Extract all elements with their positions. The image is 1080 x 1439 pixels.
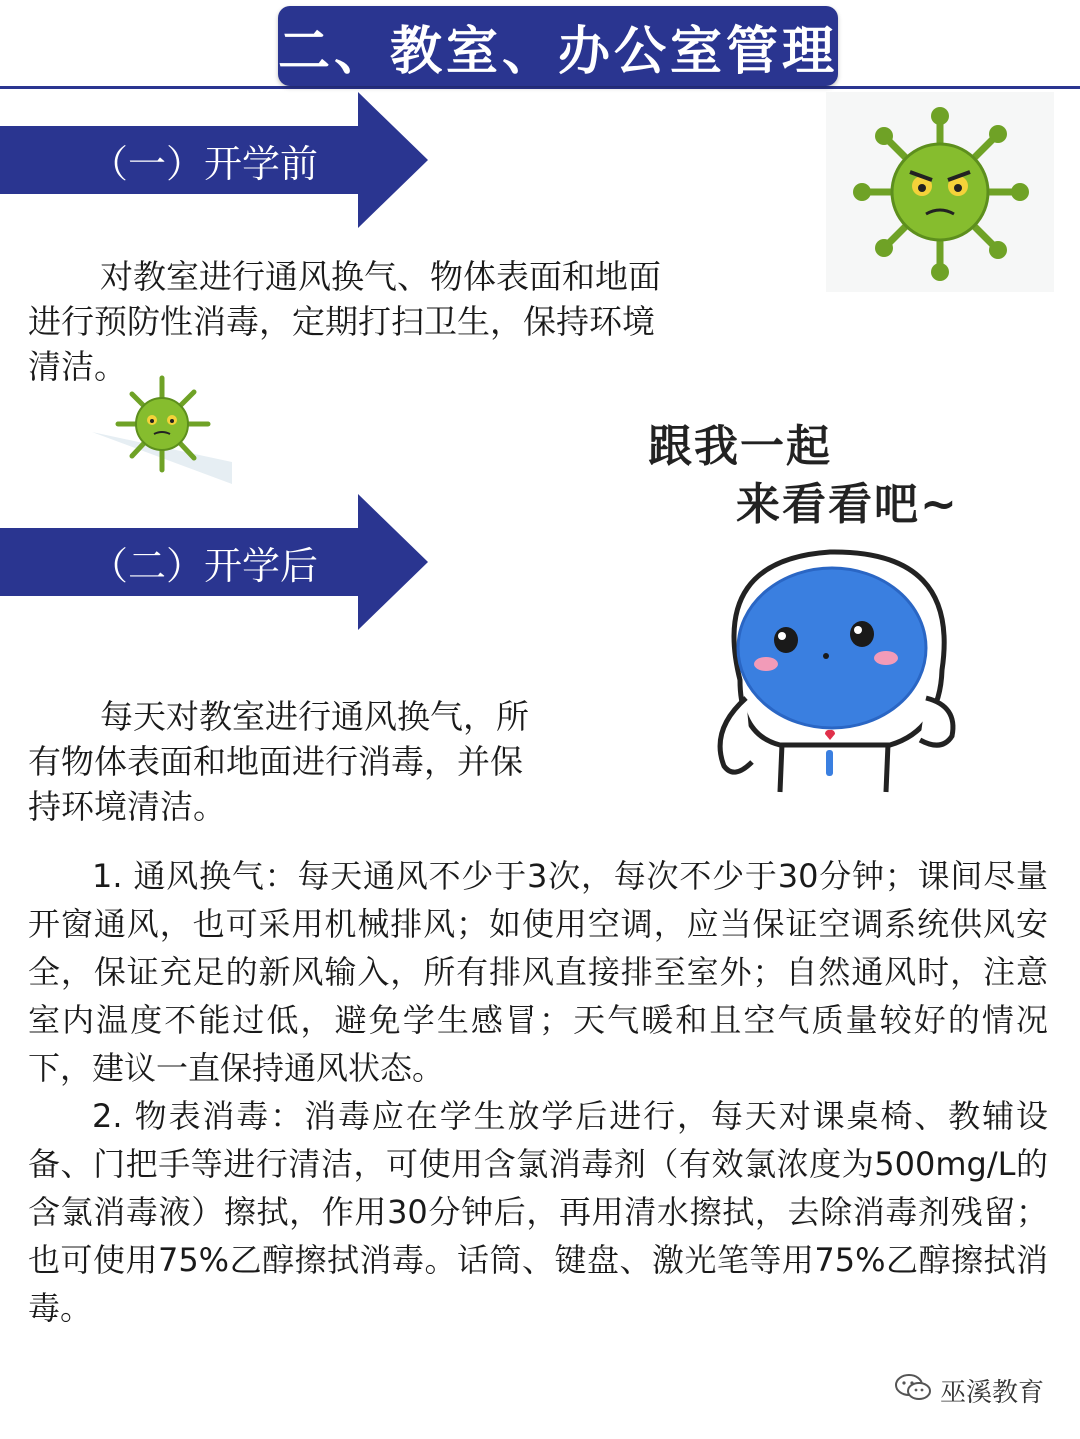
virus-illustration-large (826, 92, 1054, 292)
surface-disinfection-item: 2. 物表消毒：消毒应在学生放学后进行，每天对课桌椅、教辅设备、门把手等进行清洁，可使用含氯消毒剂（有效氯浓度为500mg/L的含氯消毒液）擦拭，作用30分钟后，再用清水擦拭，去除消毒剂残留；也可使用75%乙醇擦拭消毒。话筒、键盘、激光笔等用75%乙醇擦拭消毒。 (28, 1097, 1048, 1327)
section-label: （一）开学前 (90, 141, 319, 186)
wechat-icon (894, 1372, 932, 1409)
speech-line-2: 来看看吧~ (736, 479, 959, 530)
account-name: 巫溪教育 (939, 1378, 1044, 1408)
before-school-paragraph (28, 254, 661, 389)
paragraph-line: 清洁。 (28, 347, 127, 386)
section-arrow-after-school (0, 494, 430, 630)
mascot-illustration (690, 530, 980, 800)
title-underline (0, 86, 1080, 89)
paragraph-line: 进行预防性消毒，定期打扫卫生，保持环境 (28, 302, 655, 341)
paragraph-line: 持环境清洁。 (28, 787, 226, 826)
section-arrow-before-school (0, 92, 430, 228)
paragraph-line: 对教室进行通风换气、物体表面和地面 (100, 257, 661, 296)
page-title: 二、教室、办公室管理 (278, 6, 838, 86)
after-school-paragraph (28, 694, 529, 829)
account-watermark (894, 1372, 1044, 1409)
section-label: （二）开学后 (90, 543, 319, 588)
virus-illustration-small (92, 372, 232, 484)
paragraph-line: 有物体表面和地面进行消毒，并保 (28, 742, 523, 781)
speech-line-1: 跟我一起 (648, 421, 832, 472)
ventilation-item: 1. 通风换气：每天通风不少于3次，每次不少于30分钟；课间尽量开窗通风，也可采用机械排风；如使用空调，应当保证空调系统供风安全，保证充足的新风输入，所有排风直接排至室外；自然通风时，注意室内温度不能过低，避免学生感冒；天气暖和且空气质量较好的情况下，建议一直保持通风状态。 (28, 857, 1048, 1087)
paragraph-line: 每天对教室进行通风换气，所 (100, 697, 529, 736)
